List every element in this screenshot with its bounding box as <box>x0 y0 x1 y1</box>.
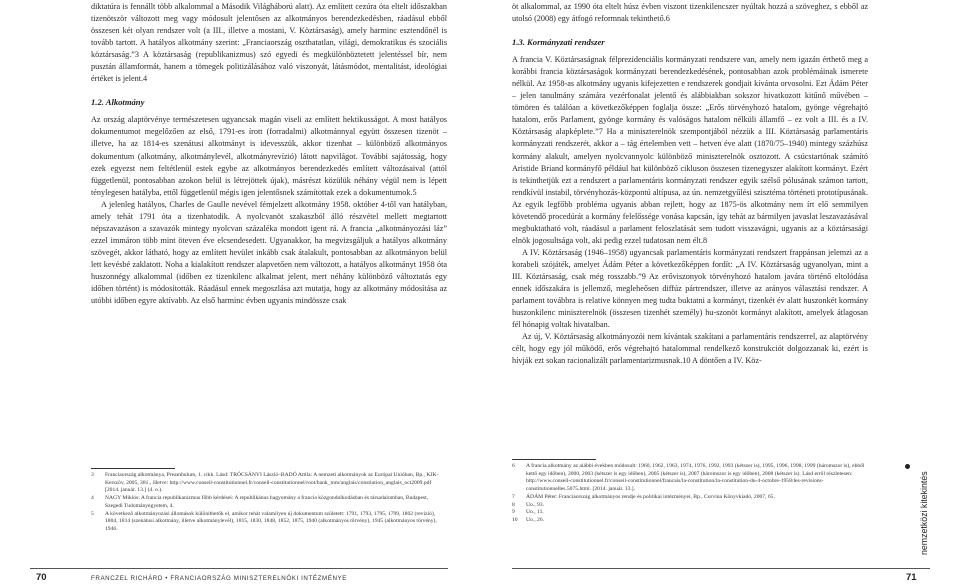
section-heading-1-2: 1.2. Alkotmány <box>91 97 145 108</box>
right-paragraph-fifth-republic: Az új, V. Köztársaság alkotmányozói nem kívántak szakítani a parlamentáris rendszerrel, az alaptörvény célt, hogy egy jól működő, erős végrehajtó hatalommal rendelkező konstrukciót dolgozzanak ki, ezért is hívják ezt sokan racionalizált parlamentarizmusnak.10 A döntően a IV. Köz- <box>512 332 868 366</box>
footnote-text: Uo., 26. <box>526 516 545 523</box>
side-label-text: nemzetközi kitekintés <box>919 471 929 555</box>
left-page-column <box>91 1 447 307</box>
footnote-text: Franciaország alkotmánya, Preambulum, 1. cikk. Lásd: TRÓCSÁNYI László–BADÓ Attila: A nemzeti alkotmányok az Európai Unióban, Bp., KJK-Kerszöv, 2005, 381., illetve: http://www.conseil-constitutionnel.fr/conseil-constitutionnel/root/bank_mm/anglais/constiution_anglais_oct2009.pdf [2014. január. 13.] (4. o.). <box>105 472 439 494</box>
left-paragraph-constitution: Az ország alaptörvénye természetesen ugyancsak magán viseli az említett hektikusságot. A most hatályos dokumentumot megelőzően az első, 1791-es írott (forradalmi) alkotmánnyal együtt összesen tizenöt – illetve, ha az 1814-es szenátusi alkotmányt is idevesszük, akkor tizenhat – különböző alkotmányos dokumentum (alkotmány, alkotmánylevél, alkotmányrevízió) látott napvilágot. További sajátosság, hogy ezek egyezst nem feltétlenül estek egybe az alkotmányos berendezkedés említett változásaival (attól függetlenül, pontosabban azokon belül is létrejöttek újak), másrészt közülük néhány végül nem is lépett ténylegesen hatályba, ettől függetlenül mégis igen jelentősnek számítottak ezek a dokumentumok.5 <box>91 115 447 197</box>
side-label-dot <box>905 464 910 469</box>
running-head: FRANCZEL RICHÁRD • FRANCIAORSZÁG MINISZTERELNÖKI INTÉZMÉNYE <box>91 575 347 582</box>
footnote-number: 6 <box>512 463 515 469</box>
footnote <box>91 511 447 534</box>
footnote <box>512 517 868 525</box>
footnote-text: A francia alkotmány az alábbi években módosult: 1960, 1962, 1963, 1974, 1976, 1992, 1993 (kétszer is), 1995, 1996, 1998, 1999 (háromszor is), ebből kettő egy időben), 2000, 2003 (kétszer is egy időben), 2005 (kétszer is), 2007 (háromszor is egy időben), 2008 (kétszer is). Lásd erről részletesen: http://www.conseil-constitutionnel.fr/conseil-constitutionnel/francais/la-constitution/la-constitution-du-4-octobre-1958/les-revisions-constitutionnelles.5075.html. [2014. január. 13.]. <box>526 463 865 493</box>
footnote-number: 3 <box>91 472 94 478</box>
footnote-number: 8 <box>512 501 515 508</box>
right-paragraph-government-system: A francia V. Köztársaságnak félprezidenciális kormányzati rendszere van, amely nem igazán érthető meg a korábbi francia köztársaságok kormányzati berendezkedésének, pontosabban azok problémáinak ismerete nélkül. Az 1958-as alkotmány ugyanis kifejezetten e rendszerek gondjait kívánta orvosolni. Ezt Ádám Péter – jelen tanulmány számára vezérfonalat jelentő és alábbiakban sokszor hivatkozott kitűnő művében – tömören és találóan a következőképpen foglalja össze: „Erős törvényhozó hatalom, gyönge végrehajtó hatalom, erős Parlament, gyönge kormány és valóságos hatalom nélküli államfő – ez volt a III. és a IV. Köztársaság alapképlete.”7 Ha a miniszterelnök szempontjából nézzük a III. Köztársaság parlamentáris kormányzati rendszerét, akkor a – tág értelemben vett – hetven éve alatt (1870/75–1940) mintegy százhúsz kormány alakult, amelyen nyolcvannyolc különböző miniszterelnök osztozott. A csúcstartónak számító Aristide Briand kormányfő például hat különböző cikluson összesen tizenegyszer alakított kormányt. Ezért is tekinthetjük ezt a rendszert a parlamentáris kormányzati rendszer egyik szélső pólusának számon tartott, rendkívül instabil, törvényhozás-központú altípusa, az ún. nemzetgyűlési szisztéma történeti prototípusának. Az egyik legfőbb probléma ugyanis abban rejlett, hogy az 1875-ös alkotmány nem írt elő semmilyen követendő procedúrát a kormány felelőssége vonása kapcsán, így tehát az bármilyen javaslat leszavazásával megbuktatható volt, ráadásul a parlament feloszlatását sem tudott visszavágni, ugyanis az a köztársasági elnök jogosultsága volt, aki pedig ezzel tudatosan nem élt.8 <box>512 55 868 245</box>
footnote-number: 4 <box>91 495 94 502</box>
side-label <box>912 462 929 562</box>
footnote-text: ÁDÁM Péter: Franciaország alkotmányos rendje és politikai intézményei, Bp., Corvina Könyvkiadó, 2007, 65. <box>526 493 775 500</box>
section-heading-1-3: 1.3. Kormányzati rendszer <box>512 37 605 48</box>
left-footer-rule <box>30 568 448 569</box>
footnote-text: Uo., 93. <box>526 501 545 508</box>
footnote-number: 9 <box>512 509 515 516</box>
right-page-number: 71 <box>906 572 917 583</box>
left-footnotes <box>91 472 447 534</box>
footnote-number: 7 <box>512 493 515 500</box>
left-opening-paragraph: diktatúra is fennállt több alkalommal a Második Világháború alatt). Az említett cezúra óta eltelt időszakban tizenötször változott meg vagy módosult jelentősen az alkotmányos berendezkedésben, ráadásul ebből összesen két olyan rendszer volt (a III., illetve a mostani, V. Köztársaság), amely harminc esztendőnél is tovább tartott. A hatályos alkotmány szerint: „Franciaország oszthatatlan, világi, demokratikus és szociális köztársaság.”3 A köztársaság (republikanizmus) szó egyedi és megkülönböztetett jelentéssel bír, nem pusztán államformát, hanem a tömegek politizálásához való viszonyát, látásmódot, mentalitást, ideológiai értéket is jelent.4 <box>91 2 447 84</box>
footnote <box>512 509 868 517</box>
right-footnotes <box>512 463 868 525</box>
right-footer-rule <box>512 568 930 569</box>
footnote <box>91 495 447 510</box>
right-page-column <box>512 1 868 367</box>
footnote <box>512 494 868 502</box>
footnote-text: A következő alkotmányozási állomások különíthetők el, amikor tehát valamilyen új dokumentum született: 1791, 1793, 1795, 1799, 1802 (revízió), 1804, 1814 (szenátusi alkotmány, illetve alkotmánylevél), 1815, 1830, 1848, 1852, 1875, 1940 (alkotmányos törvény), 1945 (alkotmányos törvény), 1946. <box>105 510 437 532</box>
footnote-text: Uo., 11. <box>526 509 544 516</box>
footnote-number: 10 <box>512 516 518 523</box>
footnote <box>512 502 868 510</box>
footnote <box>512 463 868 494</box>
left-paragraph-current-constitution: A jelenleg hatályos, Charles de Gaulle nevével fémjelzett alkotmány 1958. október 4-től van hatályban, amely tehát 1791 óta a tizenhatodik. A nyolcvanöt szakaszból álló részvétel mellett megtartott népszavazáson a szavazók mintegy nyolcvan százaléka mondott igent rá. A francia „alkotmányozási láz” ezzel immáron több mint öteven éve elcsendesedett. Ugyanakkor, ha megvizsgáljuk a hatályos alkotmány szövegét, akkor látható, hogy az említett hevület inkább csak átalakult, pontosabban az alkotmányon belül lett kevésbé zaklatott. Noha a kialakított rendszer alapvetően nem változott, a hatályos alkotmányt 1958 óta huszonnégy alkalommal (időben ez tizenkilenc alkalmat jelent, mert néhány különböző változtatás egy időben történt) is módosították. Ráadásul ennek megoszlása azt mutatja, hogy az alkotmány módosítása az utóbbi időben egyre aktívabb. Az első harminc évben ugyanis mindössze csak <box>91 199 447 306</box>
left-page-number: 70 <box>36 572 47 583</box>
footnote-number: 5 <box>91 510 94 517</box>
left-footnote-rule <box>91 468 175 469</box>
footnote-text: NAGY Miklós: A francia republikanizmus főbb kérdései: A republikánus hagyomány a francia közgondolkodásban és társadalomban, Budapest, Szegedi Tudományegyetem, 4. <box>105 495 429 509</box>
footnote <box>91 472 447 495</box>
right-opening-paragraph: öt alkalommal, az 1990 óta eltelt húsz évben viszont tizenkilencszer nyúltak hozzá a szöveghez, s ebből az utolsó (2008) egy átfogó reformnak tekinthető.6 <box>512 2 868 24</box>
right-paragraph-fourth-republic: A IV. Köztársaság (1946–1958) ugyancsak parlamentáris kormányzati rendszert frappánsan jelemzi az a korabeli szójáték, amelyet Ádám Péter a következőképpen fordít: „A IV. Köztársaság ugyanolyan, mint a III. Köztársaság, csak még rosszabb.”9 Az erőviszonyok törvényhozó hatalom javára történő eltolódása ennek időszakára is jellemző, megleheősen diffúz pártrendszer, illetve az arányos választási rendszer. A parlament továbbra is relative könnyen meg tudta buktatni a kormányt, tizenkét év alatt huszonkét kormány huszonkilenc miniszterelnök (összesen tizenhét személy) hu-szonöt kormányt alakított, amelyek átlagosan fél hónapig voltak hivatalban. <box>512 247 868 330</box>
right-footnote-rule <box>512 459 596 460</box>
